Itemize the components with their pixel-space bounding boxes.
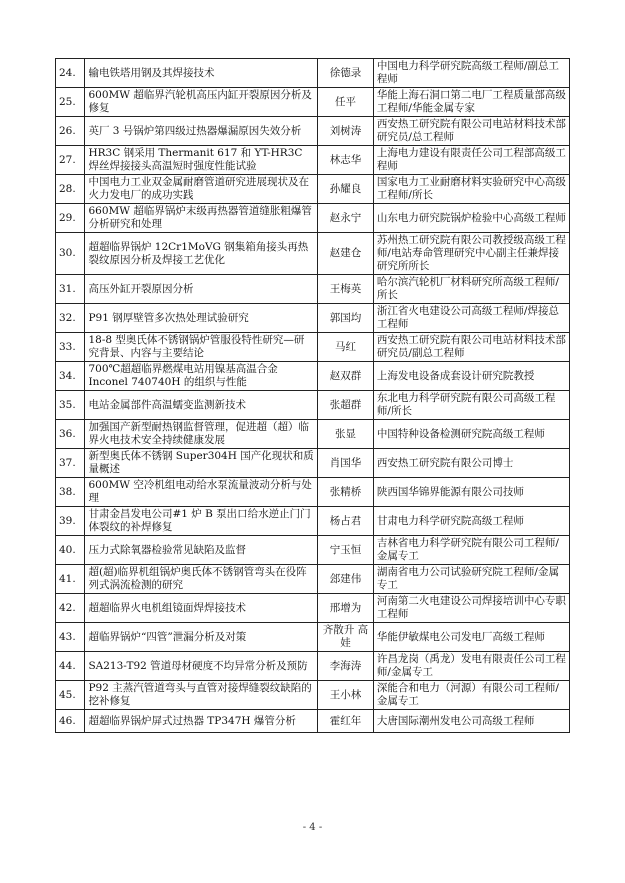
author-affiliation: 吉林省电力科学研究院有限公司工程师/金属专工 — [373, 536, 569, 565]
author-name: 杨占君 — [318, 507, 374, 536]
table-row — [56, 391, 570, 420]
table-row — [56, 362, 570, 391]
author-name: 张显 — [318, 420, 374, 449]
table-row — [56, 681, 570, 710]
author-affiliation: 上海电力建设有限责任公司工程部高级工程师 — [373, 146, 569, 175]
table-row — [56, 204, 570, 233]
paper-title: 600MW 空冷机组电动给水泵流量波动分析与处理 — [85, 478, 318, 507]
paper-title: 中国电力工业双金属耐磨管道研究进展现状及在火力发电厂的成功实践 — [85, 175, 318, 204]
author-affiliation: 山东电力研究院锅炉检验中心高级工程师 — [373, 204, 569, 233]
row-number: 24. — [56, 59, 85, 88]
author-affiliation: 西安热工研究院有限公司电站材料技术部研究员/总工程师 — [373, 117, 569, 146]
author-affiliation: 中国电力科学研究院高级工程师/副总工程师 — [373, 59, 569, 88]
author-name: 王小林 — [318, 681, 374, 710]
table-row — [56, 420, 570, 449]
row-number: 35. — [56, 391, 85, 420]
author-name: 郐建伟 — [318, 565, 374, 594]
author-affiliation: 华能上海石洞口第二电厂工程质量部高级工程师/华能金属专家 — [373, 88, 569, 117]
author-name: 孙耀良 — [318, 175, 374, 204]
table-row — [56, 565, 570, 594]
author-name: 马红 — [318, 333, 374, 362]
author-affiliation: 甘肃电力科学研究院高级工程师 — [373, 507, 569, 536]
table-row — [56, 536, 570, 565]
paper-title: 600MW 超临界汽轮机高压内缸开裂原因分析及修复 — [85, 88, 318, 117]
table-row — [56, 652, 570, 681]
row-number: 33. — [56, 333, 85, 362]
row-number: 40. — [56, 536, 85, 565]
paper-list-body — [56, 59, 570, 733]
author-name: 李海涛 — [318, 652, 374, 681]
row-number: 43. — [56, 623, 85, 652]
author-name: 张超群 — [318, 391, 374, 420]
row-number: 29. — [56, 204, 85, 233]
table-row — [56, 88, 570, 117]
page-number: - 4 - — [302, 822, 323, 833]
author-affiliation: 西安热工研究院有限公司博士 — [373, 449, 569, 478]
paper-title: 加强国产新型耐热钢监督管理，促进超（超）临界火电技术安全持续健康发展 — [85, 420, 318, 449]
paper-title: 超超临界锅炉屏式过热器 TP347H 爆管分析 — [85, 710, 318, 733]
author-name: 赵永宁 — [318, 204, 374, 233]
paper-title: 18-8 型奥氏体不锈钢锅炉管服役特性研究—研究背景、内容与主要结论 — [85, 333, 318, 362]
author-affiliation: 东北电力科学研究院有限公司高级工程师/所长 — [373, 391, 569, 420]
author-name: 霍红年 — [318, 710, 374, 733]
paper-title: 超(超)临界机组锅炉奥氏体不锈钢管弯头在役阵列式涡流检测的研究 — [85, 565, 318, 594]
row-number: 32. — [56, 304, 85, 333]
paper-title: 新型奥氏体不锈钢 Super304H 国产化现状和质量概述 — [85, 449, 318, 478]
paper-title: P92 主蒸汽管道弯头与直管对接焊缝裂纹缺陷的挖补修复 — [85, 681, 318, 710]
row-number: 27. — [56, 146, 85, 175]
row-number: 38. — [56, 478, 85, 507]
author-affiliation: 浙江省火电建设公司高级工程师/焊接总工程师 — [373, 304, 569, 333]
paper-title: 电站金属部件高温蠕变监测新技术 — [85, 391, 318, 420]
row-number: 36. — [56, 420, 85, 449]
table-row — [56, 117, 570, 146]
author-name: 刘树涛 — [318, 117, 374, 146]
row-number: 26. — [56, 117, 85, 146]
table-row — [56, 175, 570, 204]
table-row — [56, 59, 570, 88]
table-row — [56, 710, 570, 733]
row-number: 37. — [56, 449, 85, 478]
author-name: 赵双群 — [318, 362, 374, 391]
author-name: 邢增为 — [318, 594, 374, 623]
author-name: 王梅英 — [318, 275, 374, 304]
author-name: 齐散升 高娃 — [318, 623, 374, 652]
paper-title: P91 钢厚壁管多次热处理试验研究 — [85, 304, 318, 333]
paper-title: 压力式除氧器检验常见缺陷及监督 — [85, 536, 318, 565]
author-affiliation: 上海发电设备成套设计研究院教授 — [373, 362, 569, 391]
author-name: 郭国均 — [318, 304, 374, 333]
author-name: 张精桥 — [318, 478, 374, 507]
row-number: 31. — [56, 275, 85, 304]
author-affiliation: 大唐国际潮州发电公司高级工程师 — [373, 710, 569, 733]
paper-title: HR3C 钢采用 Thermanit 617 和 YT-HR3C 焊丝焊接接头高温短时强度性能试验 — [85, 146, 318, 175]
row-number: 34. — [56, 362, 85, 391]
paper-title: 660MW 超临界锅炉末级再热器管道缝胀粗爆管分析研究和处理 — [85, 204, 318, 233]
table-row — [56, 275, 570, 304]
row-number: 46. — [56, 710, 85, 733]
author-name: 赵建仓 — [318, 233, 374, 275]
paper-title: SA213-T92 管道母材硬度不均异常分析及预防 — [85, 652, 318, 681]
table-row — [56, 146, 570, 175]
table-row — [56, 449, 570, 478]
row-number: 39. — [56, 507, 85, 536]
author-name: 宁玉恒 — [318, 536, 374, 565]
author-affiliation: 哈尔滨汽轮机厂材料研究所高级工程师/所长 — [373, 275, 569, 304]
author-affiliation: 许昌龙岗（禹龙）发电有限责任公司工程师/金属专工 — [373, 652, 569, 681]
author-name: 林志华 — [318, 146, 374, 175]
row-number: 45. — [56, 681, 85, 710]
table-row — [56, 333, 570, 362]
author-affiliation: 陕西国华锦界能源有限公司技师 — [373, 478, 569, 507]
paper-title: 英厂 3 号锅炉第四级过热器爆漏原因失效分析 — [85, 117, 318, 146]
paper-title: 超临界锅炉“四管”泄漏分析及对策 — [85, 623, 318, 652]
paper-title: 高压外缸开裂原因分析 — [85, 275, 318, 304]
author-affiliation: 华能伊敏煤电公司发电厂高级工程师 — [373, 623, 569, 652]
table-row — [56, 623, 570, 652]
author-affiliation: 西安热工研究院有限公司电站材料技术部研究员/副总工程师 — [373, 333, 569, 362]
paper-title: 甘肃金昌发电公司#1 炉 B 泵出口给水逆止门门体裂纹的补焊修复 — [85, 507, 318, 536]
author-affiliation: 河南第二火电建设公司焊接培训中心专职工程师 — [373, 594, 569, 623]
table-row — [56, 478, 570, 507]
author-affiliation: 深能合和电力（河源）有限公司工程师/金属专工 — [373, 681, 569, 710]
paper-title: 超超临界火电机组镜面焊焊接技术 — [85, 594, 318, 623]
row-number: 42. — [56, 594, 85, 623]
author-affiliation: 湖南省电力公司试验研究院工程师/金属专工 — [373, 565, 569, 594]
table-row — [56, 594, 570, 623]
author-name: 任平 — [318, 88, 374, 117]
row-number: 25. — [56, 88, 85, 117]
row-number: 30. — [56, 233, 85, 275]
row-number: 28. — [56, 175, 85, 204]
table-row — [56, 304, 570, 333]
paper-title: 700℃超超临界燃煤电站用镍基高温合金 Inconel 740740H 的组织与性能 — [85, 362, 318, 391]
row-number: 41. — [56, 565, 85, 594]
author-name: 肖国华 — [318, 449, 374, 478]
paper-title: 输电铁塔用钢及其焊接技术 — [85, 59, 318, 88]
row-number: 44. — [56, 652, 85, 681]
author-affiliation: 苏州热工研究院有限公司教授级高级工程师/电站寿命管理研究中心副主任兼焊接研究所所长 — [373, 233, 569, 275]
paper-list-table — [55, 58, 570, 733]
table-row — [56, 233, 570, 275]
author-name: 徐德录 — [318, 59, 374, 88]
author-affiliation: 国家电力工业耐磨材料实验研究中心高级工程师/所长 — [373, 175, 569, 204]
table-row — [56, 507, 570, 536]
author-affiliation: 中国特种设备检测研究院高级工程师 — [373, 420, 569, 449]
paper-title: 超超临界锅炉 12Cr1MoVG 钢集箱角接头再热裂纹原因分析及焊接工艺优化 — [85, 233, 318, 275]
